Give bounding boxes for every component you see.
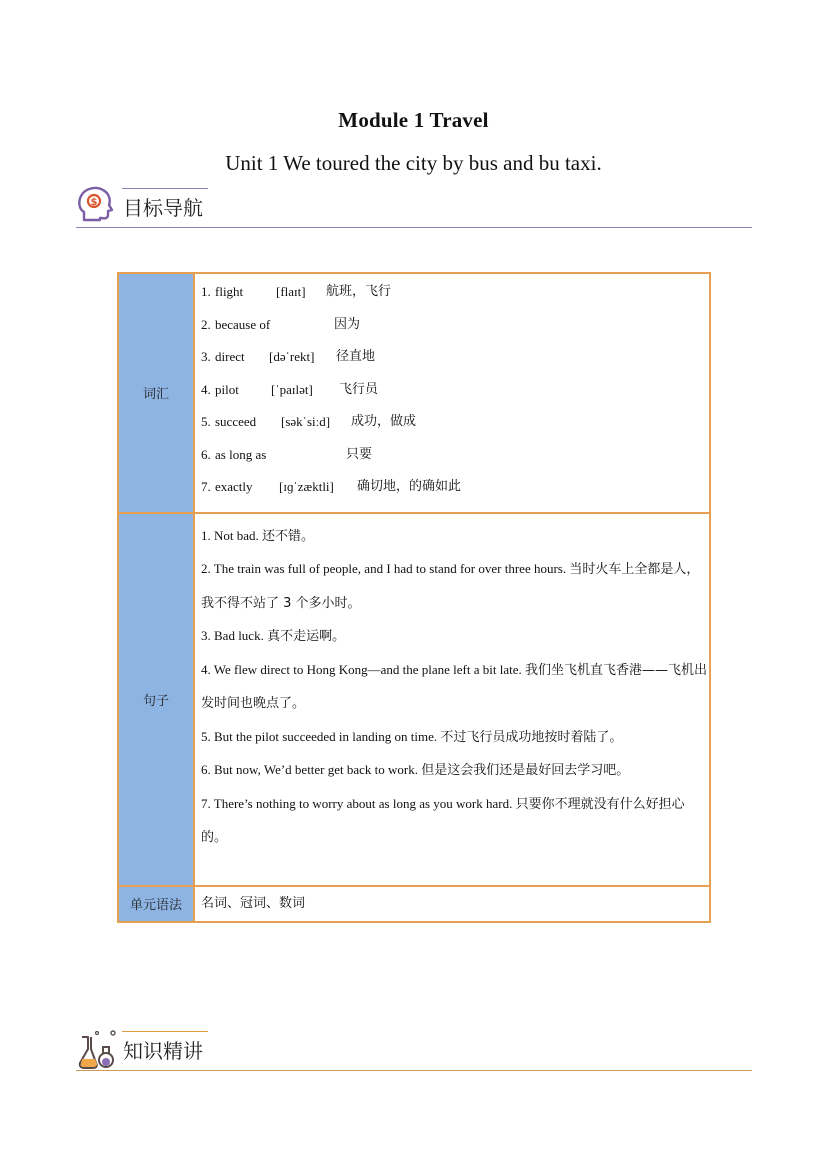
vocab-num: 4. bbox=[201, 381, 211, 397]
svg-text:$: $ bbox=[90, 197, 98, 208]
sentence-en: 6. But now, We’d better get back to work. bbox=[201, 762, 422, 777]
vocab-num: 7. bbox=[201, 479, 211, 494]
vocab-word: pilot bbox=[215, 381, 239, 397]
vocab-meaning: 航班，飞行 bbox=[326, 284, 392, 299]
page-subtitle: Unit 1 We toured the city by bus and bu taxi. bbox=[225, 151, 602, 175]
sentence-en: 1. Not bad. bbox=[201, 527, 263, 543]
vocab-head: 词汇 bbox=[118, 273, 194, 513]
sentence-en: 3. Bad luck. bbox=[201, 628, 268, 643]
grammar-value: 名词、冠词、数词 bbox=[201, 895, 306, 911]
chemistry-flask-icon bbox=[76, 1027, 120, 1076]
sentence-en: 4. We flew direct to Hong Kong—and the plane left a bit late. bbox=[201, 661, 525, 677]
vocab-phon: [dəˈrekt] bbox=[269, 349, 315, 364]
vocab-num: 2. bbox=[201, 316, 211, 332]
sentence-item bbox=[201, 754, 709, 788]
vocab-phon: [flaɪt] bbox=[276, 284, 306, 299]
grammar-row bbox=[118, 886, 710, 922]
vocab-meaning: 只要 bbox=[346, 446, 373, 462]
vocab-phon: [ɪɡˈzæktli] bbox=[279, 479, 334, 494]
sentence-zh: 我们坐飞机直飞香港——飞机出发时间也晚点了。 bbox=[201, 662, 707, 711]
sentence-zh: 不过飞行员成功地按时着陆了。 bbox=[440, 729, 623, 745]
vocab-num: 3. bbox=[201, 349, 211, 364]
section-header-goals bbox=[76, 184, 752, 228]
vocab-item bbox=[201, 475, 709, 508]
sentence-item bbox=[201, 788, 709, 855]
vocab-phon: [səkˈsiːd] bbox=[281, 414, 331, 429]
head-brain-icon bbox=[76, 184, 116, 229]
sentence-zh: 但是这会我们还是最好回去学习吧。 bbox=[421, 763, 630, 778]
vocab-num: 1. bbox=[201, 284, 211, 299]
sentence-item bbox=[201, 553, 709, 620]
vocab-num: 5. bbox=[201, 414, 211, 429]
sentence-en: 2. The train was full of people, and I had to stand for over three hours. bbox=[201, 561, 570, 576]
sentence-zh: 真不走运啊。 bbox=[267, 629, 346, 644]
grammar-head: 单元语法 bbox=[118, 886, 194, 922]
vocab-meaning: 因为 bbox=[334, 316, 361, 332]
summary-table bbox=[117, 272, 711, 923]
vocab-list bbox=[195, 274, 709, 512]
section-label-knowledge: 知识精讲 bbox=[123, 1039, 203, 1063]
vocab-item bbox=[201, 410, 709, 443]
sentence-en: 5. But the pilot succeeded in landing on time. bbox=[201, 728, 441, 744]
sentence-zh: 还不错。 bbox=[262, 528, 315, 544]
vocab-item bbox=[201, 443, 709, 476]
sentence-row bbox=[118, 513, 710, 886]
vocab-word: direct bbox=[215, 349, 245, 364]
vocab-word: because of bbox=[215, 316, 271, 332]
vocab-row bbox=[118, 273, 710, 513]
vocab-phon: [ˈpaɪlət] bbox=[271, 381, 313, 397]
sentence-list bbox=[195, 514, 709, 885]
vocab-meaning: 确切地，的确如此 bbox=[357, 479, 462, 494]
vocab-word: succeed bbox=[215, 414, 257, 429]
vocab-meaning: 飞行员 bbox=[339, 381, 379, 397]
page-title: Module 1 Travel bbox=[338, 108, 489, 132]
sentence-item bbox=[201, 620, 709, 654]
vocab-num: 6. bbox=[201, 446, 211, 462]
vocab-item bbox=[201, 345, 709, 378]
sentence-item bbox=[201, 721, 709, 755]
vocab-item bbox=[201, 280, 709, 313]
sentence-zh: 只要你不理就没有什么好担心的。 bbox=[201, 796, 685, 845]
vocab-word: as long as bbox=[215, 446, 267, 462]
vocab-item bbox=[201, 378, 709, 411]
vocab-meaning: 成功，做成 bbox=[351, 414, 417, 429]
vocab-word: flight bbox=[215, 284, 244, 299]
section-label-goals: 目标导航 bbox=[123, 196, 203, 220]
sentence-zh: 当时火车上全都是人，我不得不站了 3 个多小时。 bbox=[201, 562, 700, 611]
section-header-knowledge bbox=[76, 1027, 752, 1071]
sentence-en: 7. There’s nothing to worry about as long as you work hard. bbox=[201, 795, 516, 811]
vocab-meaning: 径直地 bbox=[336, 349, 376, 364]
vocab-word: exactly bbox=[215, 479, 253, 494]
sentence-item bbox=[201, 654, 709, 721]
sentence-head: 句子 bbox=[118, 513, 194, 886]
sentence-item bbox=[201, 520, 709, 554]
vocab-item bbox=[201, 313, 709, 346]
